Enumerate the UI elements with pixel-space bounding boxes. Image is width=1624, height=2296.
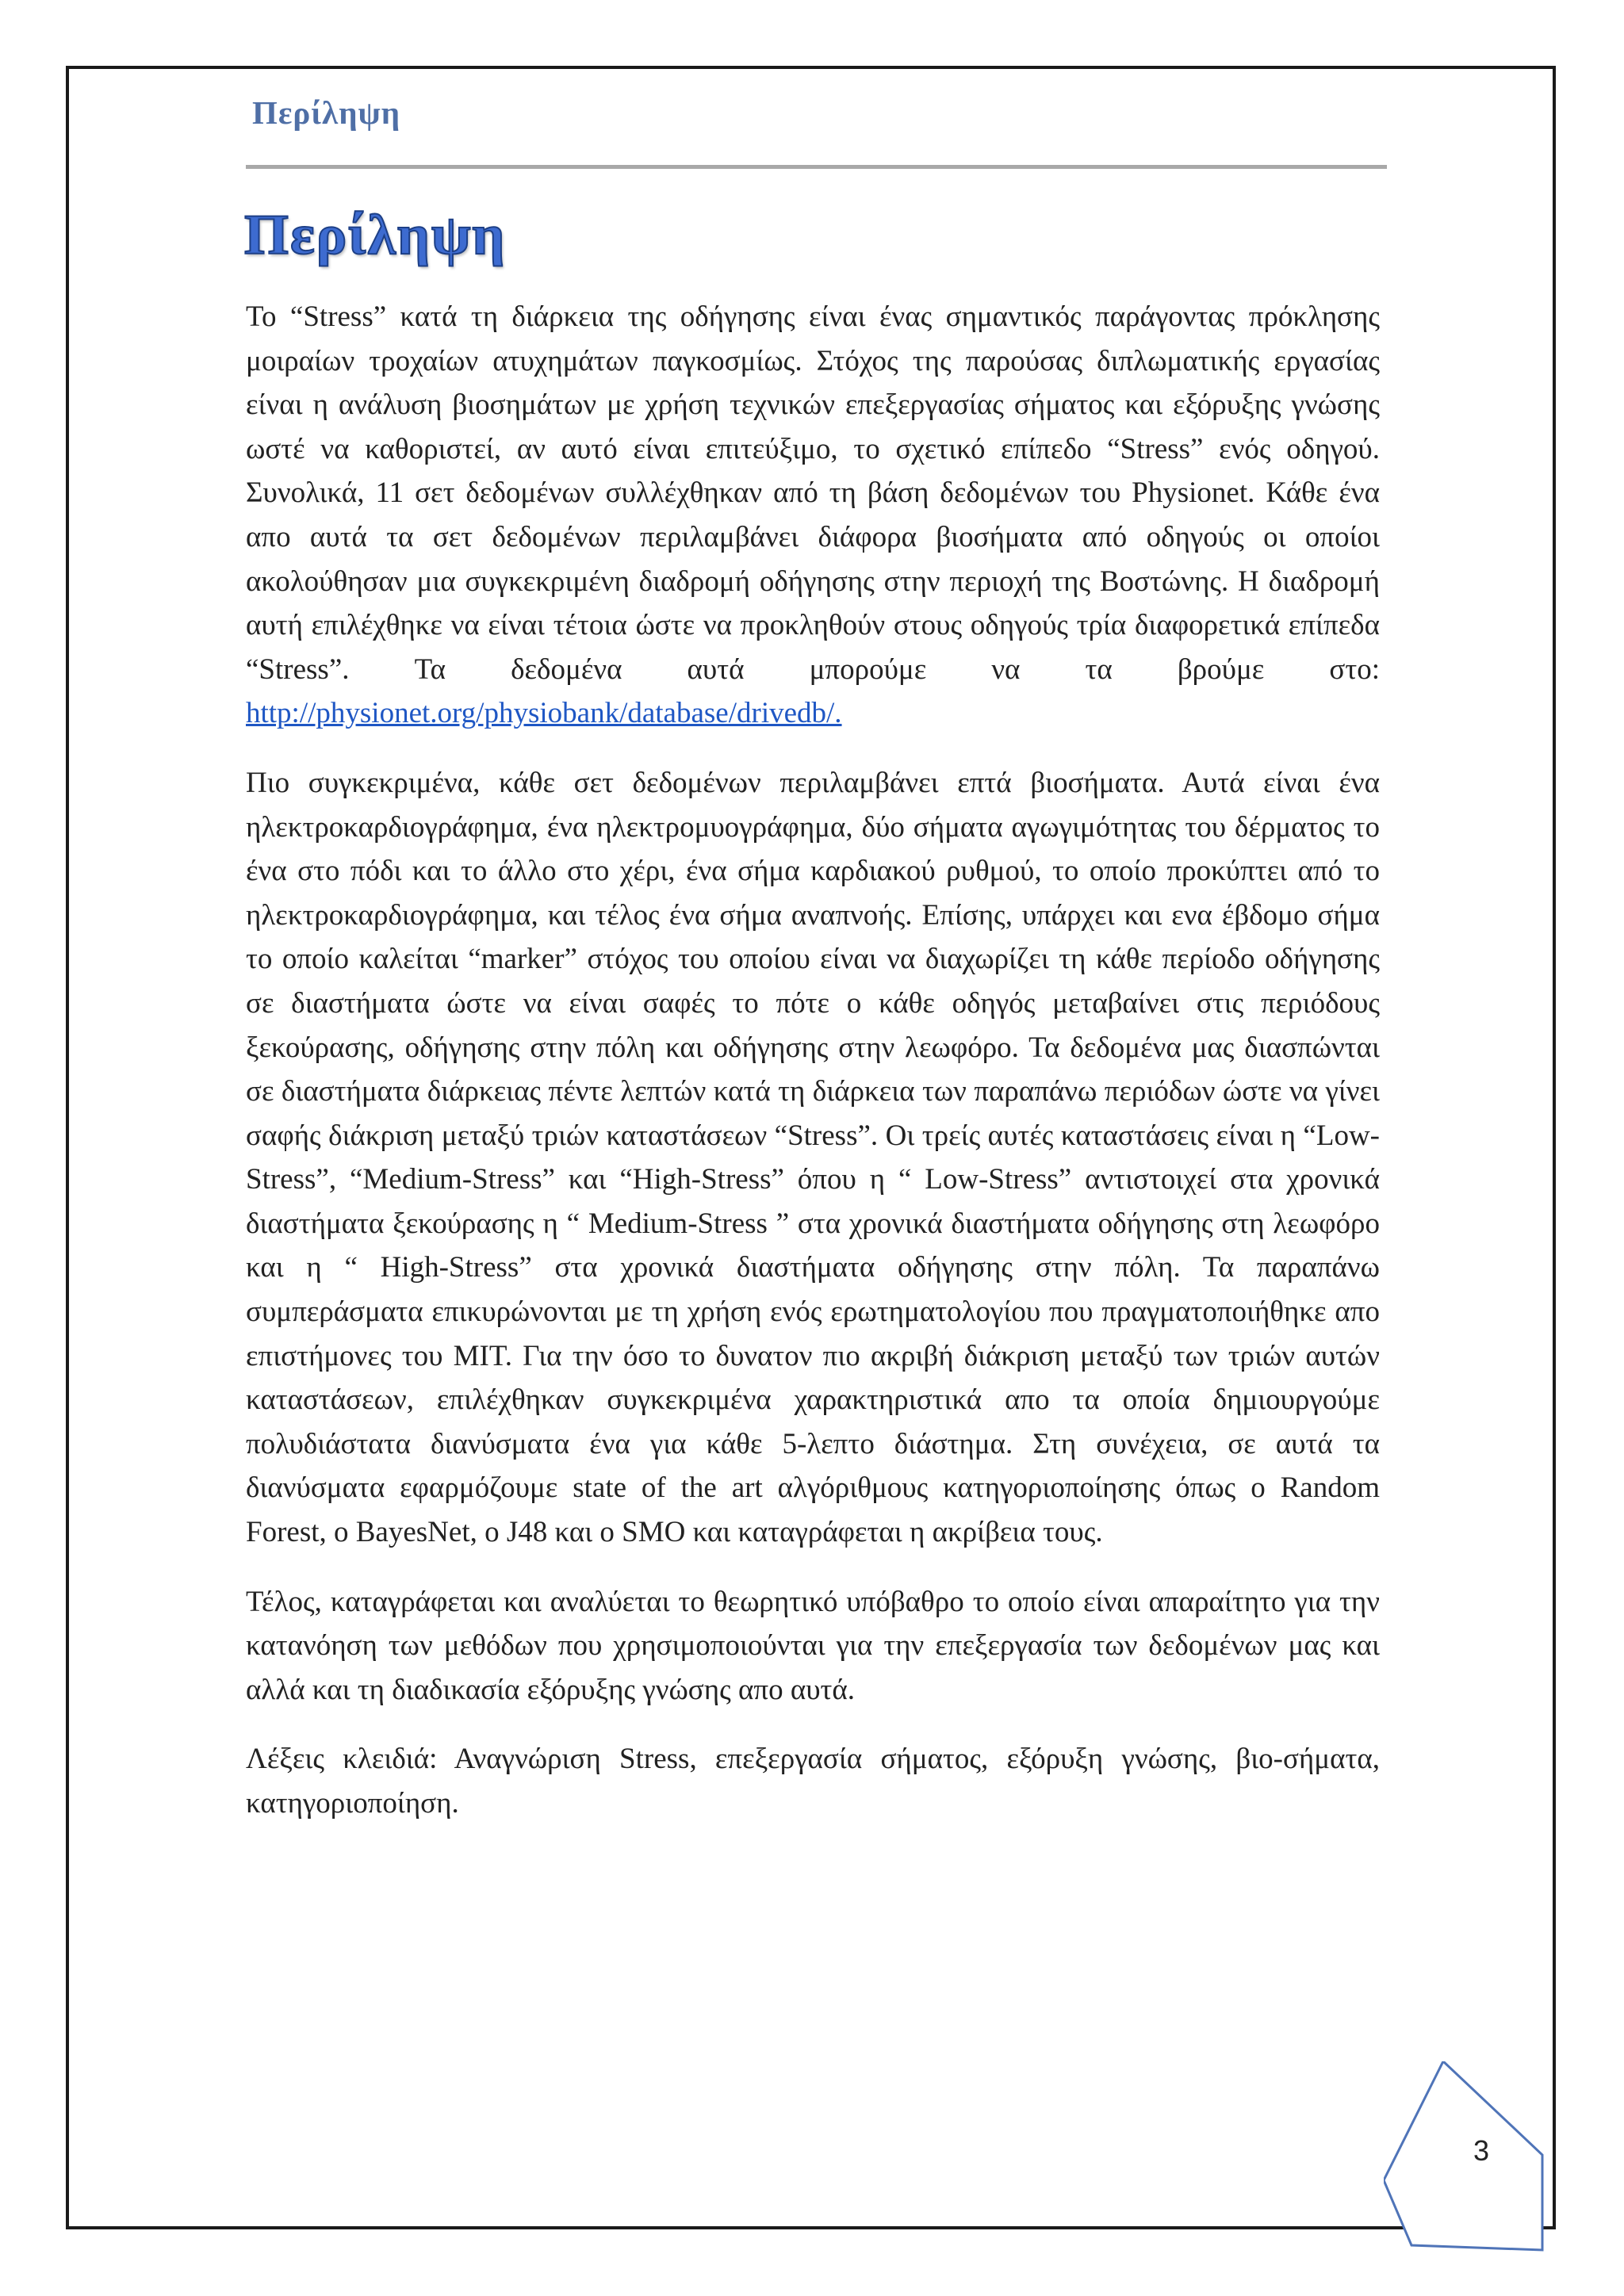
paragraph-2: Πιο συγκεκριμένα, κάθε σετ δεδομένων περιλαμβάνει επτά βιοσήματα. Αυτά είναι ένα ηλεκτροκαρδιογράφημα, ένα ηλεκτρομυογράφημα, δύο σήματα αγωγιμότητας του δέρματος το ένα στο πόδι και το άλλο στο χέρι, ένα σήμα καρδιακού ρυθμού, το οποίο προκύπτει από το ηλεκτροκαρδιογράφημα, και τέλος ένα σήμα αναπνοής. Επίσης, υπάρχει και ενα έβδομο σήμα το οποίο καλείται “marker” στόχος του οποίου είναι να διαχωρίζει τη κάθε περίοδο οδήγησης σε διαστήματα ώστε να είναι σαφές το πότε ο κάθε οδηγός μεταβαίνει στις περιόδους ξεκούρασης, οδήγησης στην πόλη και οδήγησης στην λεωφόρο. Τα δεδομένα μας διασπώνται σε διαστήματα διάρκειας πέντε λεπτών κατά τη διάρκεια των παραπάνω περιόδων ώστε να γίνει σαφής διάκριση μεταξύ τριών καταστάσεων “Stress”. Οι τρείς αυτές καταστάσεις είναι η “Low-Stress”, “Medium-Stress” και “High-Stress” όπου η “ Low-Stress” αντιστοιχεί στα χρονικά διαστήματα ξεκούρασης η “ Medium-Stress ” στα χρονικά διαστήματα οδήγησης στη λεωφόρο και η “ High-Stress” στα χρονικά διαστήματα οδήγησης στην πόλη. Τα παραπάνω συμπεράσματα επικυρώνονται με τη χρήση ενός ερωτηματολογίου που πραγματοποιήθηκε απο επιστήμονες του MIT. Για την όσο το δυνατον πιο ακριβή διάκριση μεταξύ των τριών αυτών καταστάσεων, επιλέχθηκαν συγκεκριμένα χαρακτηριστικά απο τα οποία δημιουργούμε πολυδιάστατα διανύσματα ένα για κάθε 5-λεπτο διάστημα. Στη συνέχεια, σε αυτά τα διανύσματα εφαρμόζουμε state of the art αλγόριθμους κατηγοριοποίησης όπως ο Random Forest, ο BayesNet, ο J48 και ο SMO και καταγράφεται η ακρίβεια τους.	[246, 766, 1380, 1549]
paragraph-1	[246, 295, 1380, 736]
physionet-link[interactable]: http://physionet.org/physiobank/database/drivedb/.	[246, 697, 842, 730]
paragraph-1-text: Το “Stress” κατά τη διάρκεια της οδήγησης είναι ένας σημαντικός παράγοντας πρόκλησης μοιραίων τροχαίων ατυχημάτων παγκοσμίως. Στόχος της παρούσας διπλωματικής εργασίας είναι η ανάλυση βιοσημάτων με χρήση τεχνικών επεξεργασίας σήματος και εξόρυξης γνώσης ωστέ να καθοριστεί, αν αυτό είναι επιτεύξιμο, το σχετικό επίπεδο “Stress” ενός οδηγού. Συνολικά, 11 σετ δεδομένων συλλέχθηκαν από τη βάση δεδομένων του Physionet. Κάθε ένα απο αυτά τα σετ δεδομένων περιλαμβάνει διάφορα βιοσήματα από οδηγούς οι οποίοι ακολούθησαν μια συγκεκριμένη διαδρομή οδήγησης στην περιοχή της Βοστώνης. Η διαδρομή αυτή επιλέχθηκε να είναι τέτοια ώστε να προκληθούν στους οδηγούς τρία διαφορετικά επίπεδα “Stress”. Τα δεδομένα αυτά μπορούμε να τα βρούμε στο:	[246, 300, 1380, 686]
running-header: Περίληψη	[252, 94, 400, 131]
page-title: Περίληψη	[244, 203, 507, 266]
header-rule	[246, 165, 1387, 169]
page-number-badge	[1384, 2061, 1550, 2260]
keywords: Λέξεις κλειδιά: Αναγνώριση Stress, επεξεργασία σήματος, εξόρυξη γνώσης, βιο-σήματα, κατηγοριοποίηση.	[246, 1743, 1380, 1820]
page-number: 3	[1473, 2134, 1490, 2167]
abstract-body	[246, 295, 1380, 1851]
paragraph-3: Τέλος, καταγράφεται και αναλύεται το θεωρητικό υπόβαθρο το οποίο είναι απαραίτητο για την κατανόηση των μεθόδων που χρησιμοποιούνται για την επεξεργασία των δεδομένων μας και αλλά και τη διαδικασία εξόρυξης γνώσης απο αυτά.	[246, 1585, 1380, 1706]
